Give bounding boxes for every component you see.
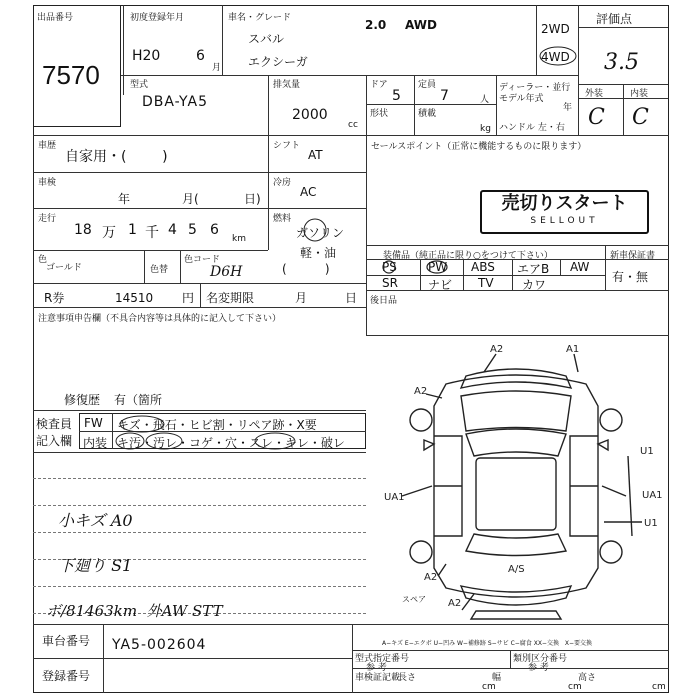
drive-4wd-circle — [538, 45, 578, 67]
color-code-label: 色コード — [184, 255, 221, 265]
fuel-gas: ガソリン — [296, 226, 345, 240]
equip-pw-circle — [425, 259, 449, 275]
mileage-d2: 1 — [128, 222, 137, 238]
mark-a2-rear: A2 — [448, 598, 462, 609]
mileage-d5: 6 — [210, 222, 219, 238]
inspector-int-items: キ汚・汚レ・コゲ・穴・スレ・キレ・破レ — [117, 436, 345, 450]
mark-u1-r2: U1 — [644, 518, 658, 529]
mileage-unit: km — [232, 234, 246, 244]
equip-pw: PW — [428, 260, 448, 274]
footer-class: 類別区分番号 — [513, 654, 568, 664]
repair-value: 有（箇所 — [114, 393, 163, 407]
handwritten-line1: 小キズ A0 — [58, 511, 133, 530]
sales-points-label: セールスポイント（正常に機能するものに限ります） — [371, 142, 587, 152]
doors: 5 — [392, 88, 401, 104]
mark-ua1-r: UA1 — [642, 490, 663, 501]
drive-4wd: 4WD — [541, 50, 570, 64]
mileage-d4: 5 — [188, 222, 197, 238]
rating-score: 3.5 — [604, 50, 639, 75]
fuel-paren: ( ) — [282, 262, 330, 276]
registration-label: 登録番号 — [42, 669, 91, 683]
seats-unit: 人 — [480, 95, 490, 105]
fuel-light-oil: 軽・油 — [300, 246, 337, 260]
warranty-label: 新車保証書 — [610, 251, 656, 261]
mark-ua1-l: UA1 — [384, 492, 405, 503]
rating-label: 評価点 — [596, 12, 633, 26]
dealer-label: ディーラー・並行 — [499, 83, 571, 93]
equip-tv: TV — [478, 276, 494, 290]
mark-a1-front: A1 — [566, 344, 580, 355]
inspector-fw-items: キズ・飛石・ヒビ割・リペア跡・X要 — [117, 418, 317, 432]
equip-ps-circle — [380, 259, 398, 275]
shape-label: 形状 — [370, 109, 389, 119]
displacement-unit: cc — [348, 120, 358, 130]
shift-label: シフト — [273, 141, 301, 151]
mark-a2-fl: A2 — [414, 386, 428, 397]
damage-legend-2: X−要交換 — [564, 640, 593, 647]
notes-label: 注意事項申告欄（不具合内容等は具体的に記入して下さい） — [38, 314, 282, 324]
equip-airbag: エアB — [517, 262, 550, 276]
displacement-label: 排気量 — [273, 80, 301, 90]
inspector-circles — [110, 412, 310, 452]
equip-leather: カワ — [522, 278, 547, 292]
damage-legend — [382, 638, 592, 647]
rating-int-label: 内装 — [630, 89, 649, 99]
footer-length: 長さ — [398, 673, 417, 683]
car-engine-grade: 2.0 — [365, 18, 387, 32]
car-make: スバル — [248, 32, 285, 46]
equip-aw: AW — [570, 260, 590, 274]
car-drive: AWD — [405, 18, 437, 32]
mark-a2-front: A2 — [490, 344, 504, 355]
car-label: 車名・グレード — [228, 13, 292, 23]
handwritten-line3: ボ/81463km 外AW STT — [46, 602, 223, 620]
equip-ps: PS — [382, 260, 397, 274]
inspector-label2: 記入欄 — [36, 434, 73, 448]
mileage-d1: 18 — [74, 222, 92, 238]
sellout-stamp-sub: SELLOUT — [530, 216, 599, 226]
footer-model-cert: 型式指定番号 — [355, 654, 410, 664]
equip-sr: SR — [382, 276, 398, 290]
color-change-label: 色替 — [150, 265, 169, 275]
first-reg-label: 初度登録年月 — [130, 13, 185, 23]
fuel-gas-circle — [302, 217, 328, 243]
footer-size-label: 車検証記載 — [355, 673, 401, 683]
inspector-fw: FW — [84, 416, 103, 430]
load-unit: kg — [480, 124, 491, 134]
color-code: D6H — [210, 264, 243, 280]
footer-length-unit: cm — [482, 682, 496, 692]
equip-abs: ABS — [471, 260, 495, 274]
history-value: 自家用・( ) — [65, 149, 168, 165]
name-change-day: 日 — [345, 291, 358, 305]
lot-label: 出品番号 — [37, 13, 74, 23]
recycle-value: 14510 — [115, 291, 154, 305]
drive-2wd: 2WD — [541, 22, 570, 36]
model-code-label: 型式 — [130, 80, 149, 90]
fuel-label: 燃料 — [273, 214, 292, 224]
name-change-label: 名変期限 — [206, 291, 255, 305]
dealer-model-year: モデル年式 — [499, 94, 544, 104]
dealer-year-unit: 年 — [563, 103, 573, 113]
inspection-year: 年 — [118, 192, 131, 206]
footer-height: 高さ — [578, 673, 597, 683]
sellout-stamp-main: 売切りスタート — [501, 193, 628, 214]
lot-number: 7570 — [42, 60, 100, 90]
mark-u1-r1: U1 — [640, 446, 654, 457]
first-reg-era: H20 — [132, 48, 161, 64]
rating-ext: C — [588, 105, 605, 130]
displacement: 2000 — [292, 107, 328, 123]
name-change-month: 月 — [295, 291, 308, 305]
mileage-label: 走行 — [38, 214, 57, 224]
repair-label: 修復歴 — [64, 393, 101, 407]
mileage-sen: 千 — [145, 225, 159, 241]
footer-width: 幅 — [492, 673, 502, 683]
inspection-month: 月( — [182, 192, 199, 206]
warranty-value: 有・無 — [612, 270, 649, 284]
car-body-diagram — [366, 336, 669, 636]
inspection-day: 日) — [244, 192, 261, 206]
seats: 7 — [440, 88, 449, 104]
load-label: 積載 — [418, 109, 437, 119]
footer-ref2: 参 考 — [528, 663, 549, 673]
seats-label: 定員 — [418, 80, 437, 90]
damage-legend-1: A−キズ E−エクボ U−凹み W−補修跡 S−サビ C−腐食 XX−交換 — [382, 640, 559, 647]
inspector-label1: 検査員 — [36, 417, 73, 431]
inspection-label: 車検 — [38, 178, 57, 188]
equip-navi: ナビ — [428, 278, 453, 292]
history-label: 車歴 — [38, 141, 57, 151]
aircon-value: AC — [300, 185, 317, 199]
mileage-d3: 4 — [168, 222, 177, 238]
color-label: 色 — [38, 255, 48, 265]
mark-as-rear: A/S — [508, 564, 525, 575]
shimen-label: 後日品 — [370, 296, 398, 306]
equipment-label: 装備品（純正品に限り○をつけて下さい） — [383, 251, 553, 261]
car-model: エクシーガ — [248, 55, 308, 69]
first-reg-month: 6 — [196, 48, 205, 64]
footer-ref: 参 考 — [366, 663, 387, 673]
mark-a2-rl: A2 — [424, 572, 438, 583]
footer-height-unit: cm — [652, 682, 666, 692]
shift-value: AT — [308, 148, 323, 162]
mileage-man: 万 — [102, 225, 116, 241]
rating-ext-label: 外装 — [585, 89, 604, 99]
inspector-int: 内装 — [83, 436, 108, 450]
first-reg-month-unit: 月 — [212, 63, 222, 73]
dealer-handle: ハンドル 左・右 — [499, 123, 565, 133]
chassis-label: 車台番号 — [42, 634, 91, 648]
sellout-stamp — [480, 190, 649, 234]
handwritten-line2: 下廻り S1 — [58, 556, 133, 575]
model-code: DBA-YA5 — [142, 94, 208, 110]
rating-int: C — [632, 105, 649, 130]
recycle-label: R券 — [44, 291, 65, 305]
recycle-unit: 円 — [182, 291, 195, 305]
spare-label: スペア — [402, 595, 426, 604]
color-value: ゴールド — [46, 263, 82, 273]
aircon-label: 冷房 — [273, 178, 292, 188]
footer-width-unit: cm — [568, 682, 582, 692]
chassis-value: YA5-002604 — [112, 637, 207, 653]
doors-label: ドア — [370, 80, 388, 90]
